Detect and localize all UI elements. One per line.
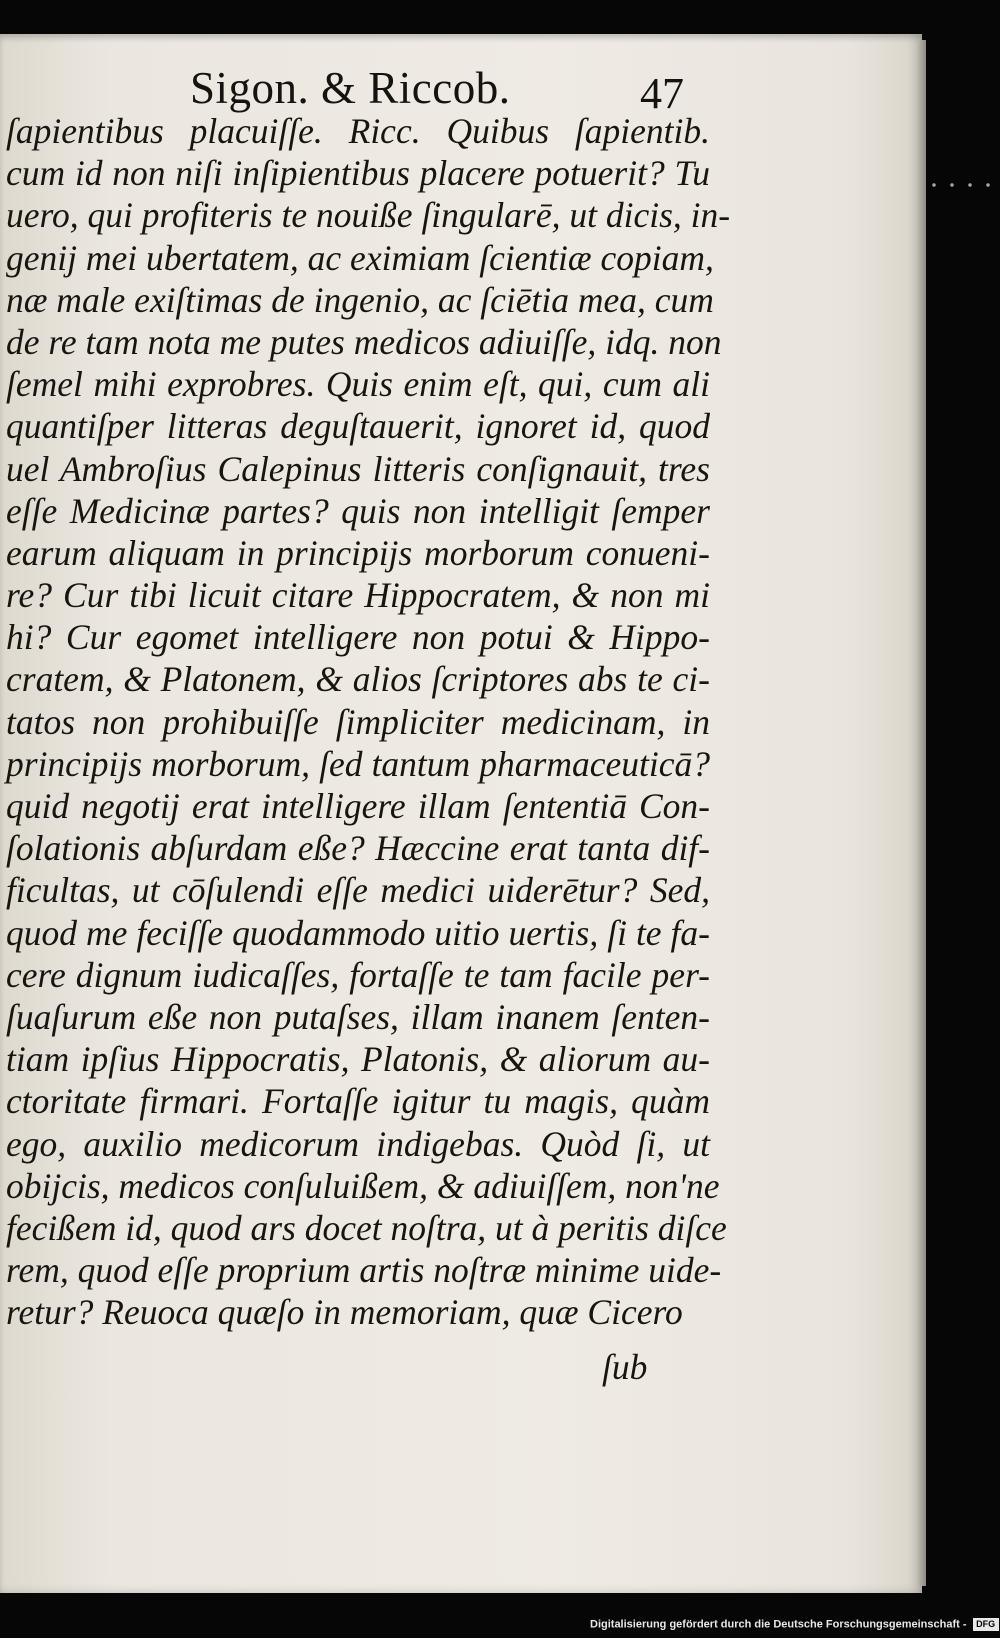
text-line: hi? Cur egomet intelligere non potui & Hippo- [6, 617, 710, 658]
text-line: earum aliquam in principijs morborum conueni- [6, 532, 710, 573]
margin-dots [925, 180, 1000, 190]
running-head: Sigon. & Riccob. [190, 63, 511, 113]
text-line: ficultas, ut cōſulendi eſſe medici uiderētur? Sed, [6, 870, 710, 911]
text-line: cratem, & Platonem, & alios ſcriptores abs te ci- [6, 659, 710, 700]
text-line: ego, auxilio medicorum indigebas. Quòd ſi, ut [6, 1123, 710, 1164]
text-line: tiam ipſius Hippocratis, Platonis, & aliorum au- [6, 1039, 710, 1080]
text-line: quod me feciſſe quodammodo uitio uertis, ſi te fa- [6, 912, 710, 953]
text-line: uero, qui profiteris te nouiße ſingularē, ut dicis, in- [6, 195, 731, 236]
text-line: quantiſper litteras deguſtauerit, ignoret id, quod [6, 406, 710, 447]
text-line: uel Ambroſius Calepinus litteris conſignauit, tres [6, 448, 710, 489]
text-line: cere dignum iudicaſſes, fortaſſe te tam facile per- [6, 954, 710, 995]
dfg-logo: DFG [973, 1618, 999, 1631]
text-line: de re tam nota me putes medicos adiuiſſe, idq. non [6, 321, 722, 362]
text-line: re? Cur tibi licuit citare Hippocratem, & non mi [6, 575, 710, 616]
text-line: cum id non niſi inſipientibus placere potuerit? Tu [6, 153, 710, 194]
credit-text: Digitalisierung gefördert durch die Deutsche Forschungsgemeinschaft - [590, 1618, 967, 1631]
digitization-credit [590, 1618, 998, 1636]
text-line: quid negotij erat intelligere illam ſententiā Con- [6, 786, 710, 826]
page-number: 47 [640, 69, 684, 118]
text-line: rem, quod eſſe proprium artis noſtræ minime uide- [6, 1250, 722, 1291]
text-line: eſſe Medicinæ partes? quis non intelligit ſemper [6, 490, 710, 531]
text-line: tatos non prohibuiſſe ſimpliciter medicinam, in [6, 701, 710, 742]
page-edge [918, 40, 926, 1586]
text-line: næ male exiſtimas de ingenio, ac ſciētia mea, cum [6, 279, 714, 320]
text-line: ſuaſurum eße non putaſses, illam inanem ſenten- [6, 996, 710, 1037]
text-line: obijcis, medicos conſuluißem, & adiuiſſem, non'ne [6, 1165, 720, 1206]
catchword: ſub [602, 1347, 648, 1387]
text-line: retur? Reuoca quæſo in memoriam, quæ Cicero [6, 1292, 683, 1333]
text-line: ſolationis abſurdam eße? Hæccine erat tanta dif- [6, 828, 710, 869]
body-text [6, 110, 731, 1370]
text-line: ſemel mihi exprobres. Quis enim eſt, qui, cum ali [6, 364, 710, 405]
text-line: ctoritate firmari. Fortaſſe igitur tu magis, quàm [6, 1081, 710, 1122]
text-line: genij mei ubertatem, ac eximiam ſcientiæ copiam, [6, 237, 714, 278]
text-line: fecißem id, quod ars docet noſtra, ut à peritis diſce [6, 1207, 727, 1248]
text-line: ſapientibus placuiſſe. Ricc. Quibus ſapientib. [6, 111, 710, 151]
text-line: principijs morborum, ſed tantum pharmaceuticā? [6, 743, 710, 784]
